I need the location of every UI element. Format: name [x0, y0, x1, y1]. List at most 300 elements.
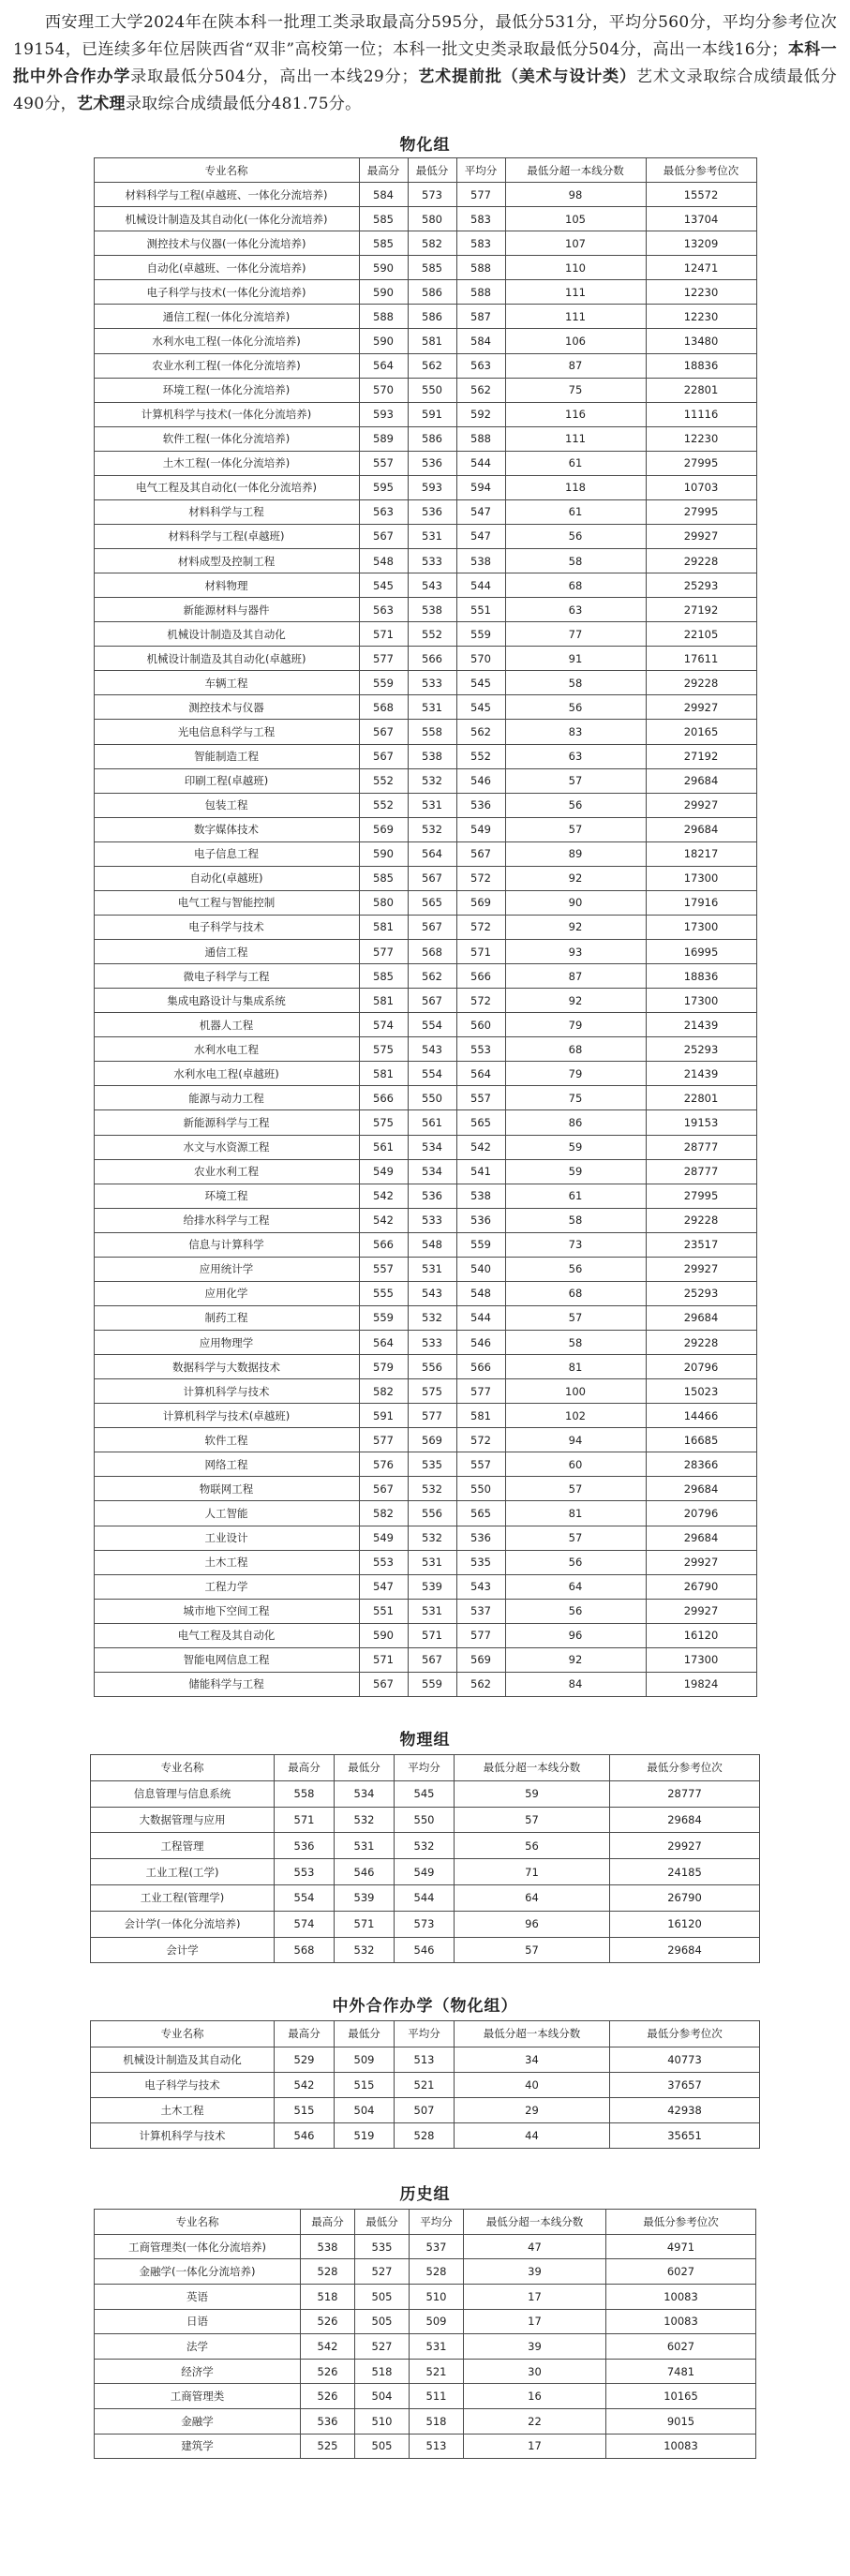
score-cell: 118	[505, 475, 646, 499]
score-cell: 577	[408, 1404, 456, 1428]
table-row	[91, 1911, 760, 1937]
score-cell: 29684	[646, 1526, 756, 1550]
score-cell: 10083	[606, 2285, 756, 2310]
major-name-cell: 金融学	[95, 2409, 301, 2435]
score-cell: 541	[456, 1159, 505, 1184]
score-cell: 58	[505, 549, 646, 573]
score-cell: 572	[456, 915, 505, 939]
score-cell: 13209	[646, 231, 756, 256]
score-cell: 543	[456, 1574, 505, 1599]
column-header: 最低分超一本线分数	[505, 158, 646, 183]
table-row	[94, 1452, 756, 1477]
table-row	[91, 1833, 760, 1859]
major-name-cell: 工业工程(管理学)	[91, 1884, 275, 1911]
major-name-cell: 机械设计制造及其自动化(一体化分流培养)	[94, 207, 359, 231]
table-row	[94, 866, 756, 890]
score-cell: 536	[408, 451, 456, 475]
score-cell: 39	[464, 2334, 606, 2360]
score-cell: 29927	[646, 793, 756, 817]
major-name-cell: 信息管理与信息系统	[91, 1780, 275, 1807]
score-cell: 22105	[646, 622, 756, 647]
score-cell: 83	[505, 720, 646, 744]
intro-highlight-art-batch: 艺术提前批（美术与设计类）	[417, 67, 636, 86]
major-name-cell: 环境工程(一体化分流培养)	[94, 378, 359, 402]
table-row	[94, 280, 756, 305]
score-cell: 557	[456, 1452, 505, 1477]
major-name-cell: 机械设计制造及其自动化	[94, 622, 359, 647]
score-cell: 538	[408, 598, 456, 622]
score-cell: 15023	[646, 1379, 756, 1404]
table-row	[91, 2123, 760, 2149]
table-row	[94, 647, 756, 671]
score-cell: 577	[456, 1623, 505, 1647]
score-cell: 552	[359, 793, 408, 817]
score-cell: 586	[408, 426, 456, 451]
score-cell: 566	[359, 1086, 408, 1110]
table-row	[95, 2409, 756, 2435]
score-cell: 532	[408, 1526, 456, 1550]
column-header: 专业名称	[91, 2021, 275, 2047]
score-cell: 567	[359, 524, 408, 548]
score-cell: 588	[359, 305, 408, 329]
score-cell: 91	[505, 647, 646, 671]
score-cell: 29684	[646, 817, 756, 841]
score-cell: 566	[408, 647, 456, 671]
score-cell: 546	[335, 1859, 395, 1885]
score-cell: 543	[408, 573, 456, 598]
score-cell: 570	[456, 647, 505, 671]
score-cell: 581	[456, 1404, 505, 1428]
score-cell: 47	[464, 2234, 606, 2259]
score-cell: 64	[455, 1884, 610, 1911]
score-cell: 584	[359, 183, 408, 207]
score-cell: 17300	[646, 989, 756, 1013]
score-cell: 537	[456, 1599, 505, 1623]
score-cell: 586	[408, 280, 456, 305]
score-cell: 61	[505, 1184, 646, 1208]
score-cell: 16120	[646, 1623, 756, 1647]
major-name-cell: 车辆工程	[94, 671, 359, 695]
column-header: 平均分	[395, 1754, 455, 1780]
score-cell: 536	[275, 1833, 335, 1859]
score-cell: 564	[359, 1331, 408, 1355]
score-cell: 111	[505, 426, 646, 451]
table-row	[94, 426, 756, 451]
table-row	[95, 2334, 756, 2360]
score-cell: 551	[456, 598, 505, 622]
score-cell: 566	[456, 964, 505, 989]
score-cell: 572	[456, 1428, 505, 1452]
major-name-cell: 工程管理	[91, 1833, 275, 1859]
major-name-cell: 储能科学与工程	[94, 1672, 359, 1696]
major-name-cell: 材料科学与工程	[94, 499, 359, 524]
score-cell: 27192	[646, 598, 756, 622]
score-cell: 532	[408, 817, 456, 841]
score-cell: 573	[395, 1911, 455, 1937]
score-cell: 577	[359, 1428, 408, 1452]
score-cell: 570	[359, 378, 408, 402]
table-row	[94, 329, 756, 353]
score-cell: 29228	[646, 671, 756, 695]
major-name-cell: 电子信息工程	[94, 841, 359, 866]
table-row	[94, 499, 756, 524]
score-cell: 79	[505, 1062, 646, 1086]
score-cell: 93	[505, 940, 646, 964]
score-cell: 29927	[646, 1550, 756, 1574]
major-name-cell: 能源与动力工程	[94, 1086, 359, 1110]
major-name-cell: 网络工程	[94, 1452, 359, 1477]
major-name-cell: 土木工程(一体化分流培养)	[94, 451, 359, 475]
score-cell: 595	[359, 475, 408, 499]
score-cell: 511	[410, 2384, 464, 2409]
score-cell: 17	[464, 2309, 606, 2334]
score-cell: 590	[359, 256, 408, 280]
score-cell: 569	[408, 1428, 456, 1452]
major-name-cell: 农业水利工程	[94, 1159, 359, 1184]
table-row	[94, 256, 756, 280]
score-cell: 111	[505, 280, 646, 305]
section-history	[0, 2181, 850, 2459]
major-name-cell: 工程力学	[94, 1574, 359, 1599]
score-cell: 576	[359, 1452, 408, 1477]
table-row	[95, 2259, 756, 2285]
score-cell: 568	[408, 940, 456, 964]
major-name-cell: 自动化(卓越班)	[94, 866, 359, 890]
score-cell: 535	[408, 1452, 456, 1477]
table-row	[94, 671, 756, 695]
score-cell: 77	[505, 622, 646, 647]
table-row	[94, 1257, 756, 1281]
score-cell: 585	[359, 231, 408, 256]
score-cell: 555	[359, 1281, 408, 1305]
admission-table	[94, 2209, 756, 2459]
score-cell: 56	[505, 1599, 646, 1623]
score-cell: 61	[505, 499, 646, 524]
score-cell: 577	[359, 647, 408, 671]
score-cell: 26790	[646, 1574, 756, 1599]
score-cell: 556	[408, 1355, 456, 1379]
score-cell: 526	[301, 2309, 355, 2334]
score-cell: 531	[410, 2334, 464, 2360]
score-cell: 544	[456, 1305, 505, 1330]
intro-text-2: 录取最低分504分，高出一本线29分；	[130, 67, 418, 86]
score-cell: 56	[505, 695, 646, 720]
score-cell: 569	[359, 817, 408, 841]
score-cell: 552	[408, 622, 456, 647]
score-cell: 563	[456, 353, 505, 378]
score-cell: 57	[505, 768, 646, 793]
major-name-cell: 水利水电工程(一体化分流培养)	[94, 329, 359, 353]
major-name-cell: 城市地下空间工程	[94, 1599, 359, 1623]
admission-table	[90, 2020, 760, 2149]
score-cell: 559	[456, 622, 505, 647]
table-row	[94, 1672, 756, 1696]
score-cell: 110	[505, 256, 646, 280]
score-cell: 12230	[646, 280, 756, 305]
score-cell: 20165	[646, 720, 756, 744]
score-cell: 29	[455, 2097, 610, 2122]
score-cell: 566	[456, 1355, 505, 1379]
header-row	[91, 2021, 760, 2047]
score-cell: 533	[408, 1331, 456, 1355]
score-cell: 29228	[646, 1331, 756, 1355]
major-name-cell: 微电子科学与工程	[94, 964, 359, 989]
major-name-cell: 印刷工程(卓越班)	[94, 768, 359, 793]
intro-highlight-art-science: 艺术理	[76, 95, 126, 113]
table-row	[94, 940, 756, 964]
score-cell: 519	[335, 2123, 395, 2149]
column-header: 最高分	[275, 2021, 335, 2047]
score-cell: 526	[301, 2384, 355, 2409]
major-name-cell: 会计学	[91, 1937, 275, 1963]
score-cell: 17611	[646, 647, 756, 671]
table-row	[91, 2047, 760, 2072]
score-cell: 590	[359, 329, 408, 353]
score-cell: 86	[505, 1110, 646, 1135]
major-name-cell: 水利水电工程(卓越班)	[94, 1062, 359, 1086]
score-cell: 556	[408, 1501, 456, 1526]
score-cell: 542	[301, 2334, 355, 2360]
table-row	[94, 793, 756, 817]
score-cell: 536	[456, 1208, 505, 1232]
score-cell: 553	[275, 1859, 335, 1885]
major-name-cell: 材料物理	[94, 573, 359, 598]
score-cell: 590	[359, 841, 408, 866]
score-cell: 57	[505, 817, 646, 841]
score-cell: 56	[505, 1257, 646, 1281]
table-row	[94, 890, 756, 915]
score-cell: 591	[408, 402, 456, 426]
table-row	[94, 1574, 756, 1599]
score-cell: 56	[455, 1833, 610, 1859]
intro-text-4: 录取综合成绩最低分481.75分。	[125, 95, 362, 113]
score-cell: 63	[505, 744, 646, 768]
score-cell: 528	[410, 2259, 464, 2285]
table-row	[94, 378, 756, 402]
score-cell: 13704	[646, 207, 756, 231]
score-cell: 580	[408, 207, 456, 231]
score-cell: 546	[456, 768, 505, 793]
score-cell: 22	[464, 2409, 606, 2435]
score-cell: 565	[408, 890, 456, 915]
major-name-cell: 会计学(一体化分流培养)	[91, 1911, 275, 1937]
score-cell: 559	[359, 671, 408, 695]
score-cell: 58	[505, 671, 646, 695]
major-name-cell: 建筑学	[95, 2434, 301, 2459]
score-cell: 84	[505, 1672, 646, 1696]
table-row	[94, 183, 756, 207]
score-cell: 16995	[646, 940, 756, 964]
score-cell: 71	[455, 1859, 610, 1885]
major-name-cell: 自动化(卓越班、一体化分流培养)	[94, 256, 359, 280]
score-cell: 27995	[646, 1184, 756, 1208]
score-cell: 92	[505, 989, 646, 1013]
score-cell: 554	[408, 1013, 456, 1037]
major-name-cell: 日语	[95, 2309, 301, 2334]
section-physics	[0, 1726, 850, 1963]
score-cell: 12471	[646, 256, 756, 280]
table-row	[94, 1647, 756, 1672]
major-name-cell: 工商管理类	[95, 2384, 301, 2409]
column-header: 平均分	[410, 2210, 464, 2235]
score-cell: 581	[359, 915, 408, 939]
score-cell: 19153	[646, 1110, 756, 1135]
table-row	[94, 1086, 756, 1110]
score-cell: 581	[408, 329, 456, 353]
score-cell: 13480	[646, 329, 756, 353]
score-cell: 565	[456, 1110, 505, 1135]
header-row	[91, 1754, 760, 1780]
score-cell: 17300	[646, 915, 756, 939]
score-cell: 567	[408, 1647, 456, 1672]
major-name-cell: 机械设计制造及其自动化(卓越班)	[94, 647, 359, 671]
score-cell: 562	[456, 378, 505, 402]
column-header: 最低分	[355, 2210, 410, 2235]
score-cell: 18836	[646, 353, 756, 378]
major-name-cell: 工商管理类(一体化分流培养)	[95, 2234, 301, 2259]
table-row	[94, 1379, 756, 1404]
major-name-cell: 应用物理学	[94, 1331, 359, 1355]
score-cell: 582	[408, 231, 456, 256]
score-cell: 59	[455, 1780, 610, 1807]
score-cell: 588	[456, 280, 505, 305]
score-cell: 581	[359, 1062, 408, 1086]
score-cell: 549	[359, 1159, 408, 1184]
score-cell: 27192	[646, 744, 756, 768]
score-cell: 569	[456, 1647, 505, 1672]
score-cell: 12230	[646, 426, 756, 451]
score-cell: 75	[505, 1086, 646, 1110]
score-cell: 575	[408, 1379, 456, 1404]
score-cell: 585	[359, 964, 408, 989]
table-row	[94, 989, 756, 1013]
table-row	[94, 817, 756, 841]
score-cell: 546	[275, 2123, 335, 2149]
score-cell: 584	[456, 329, 505, 353]
major-name-cell: 人工智能	[94, 1501, 359, 1526]
table-row	[95, 2359, 756, 2384]
score-cell: 87	[505, 353, 646, 378]
score-cell: 59	[505, 1135, 646, 1159]
table-row	[94, 1331, 756, 1355]
score-cell: 96	[455, 1911, 610, 1937]
score-cell: 22801	[646, 1086, 756, 1110]
table-row	[94, 451, 756, 475]
score-cell: 536	[456, 793, 505, 817]
score-cell: 566	[359, 1232, 408, 1257]
score-cell: 561	[408, 1110, 456, 1135]
score-cell: 20796	[646, 1501, 756, 1526]
score-cell: 552	[359, 768, 408, 793]
major-name-cell: 通信工程	[94, 940, 359, 964]
score-cell: 561	[359, 1135, 408, 1159]
score-cell: 61	[505, 451, 646, 475]
score-cell: 29684	[646, 768, 756, 793]
major-name-cell: 法学	[95, 2334, 301, 2360]
header-row	[94, 158, 756, 183]
score-cell: 567	[408, 915, 456, 939]
score-cell: 543	[408, 1037, 456, 1062]
score-cell: 591	[359, 1404, 408, 1428]
score-cell: 582	[359, 1379, 408, 1404]
table-row	[94, 1135, 756, 1159]
major-name-cell: 数字媒体技术	[94, 817, 359, 841]
score-cell: 532	[408, 768, 456, 793]
major-name-cell: 机械设计制造及其自动化	[91, 2047, 275, 2072]
score-cell: 539	[335, 1884, 395, 1911]
major-name-cell: 材料成型及控制工程	[94, 549, 359, 573]
column-header: 平均分	[456, 158, 505, 183]
table-row	[94, 1404, 756, 1428]
score-cell: 18217	[646, 841, 756, 866]
score-cell: 22801	[646, 378, 756, 402]
major-name-cell: 电气工程与智能控制	[94, 890, 359, 915]
score-cell: 567	[359, 720, 408, 744]
score-cell: 547	[456, 524, 505, 548]
score-cell: 544	[395, 1884, 455, 1911]
score-cell: 24185	[610, 1859, 760, 1885]
score-cell: 536	[456, 1526, 505, 1550]
score-cell: 9015	[606, 2409, 756, 2435]
score-cell: 571	[335, 1911, 395, 1937]
score-cell: 509	[335, 2047, 395, 2072]
major-name-cell: 工业工程(工学)	[91, 1859, 275, 1885]
score-cell: 551	[359, 1599, 408, 1623]
score-cell: 553	[456, 1037, 505, 1062]
score-cell: 10083	[606, 2309, 756, 2334]
intro-paragraph	[13, 9, 837, 118]
score-cell: 552	[456, 744, 505, 768]
score-cell: 549	[359, 1526, 408, 1550]
score-cell: 16	[464, 2384, 606, 2409]
score-cell: 538	[408, 744, 456, 768]
score-cell: 28777	[646, 1135, 756, 1159]
major-name-cell: 应用化学	[94, 1281, 359, 1305]
score-cell: 545	[359, 573, 408, 598]
score-cell: 57	[505, 1305, 646, 1330]
table-row	[94, 1232, 756, 1257]
score-cell: 29684	[610, 1937, 760, 1963]
score-cell: 35651	[610, 2123, 760, 2149]
score-cell: 29228	[646, 549, 756, 573]
score-cell: 557	[359, 1257, 408, 1281]
score-cell: 504	[335, 2097, 395, 2122]
score-cell: 531	[408, 695, 456, 720]
table-row	[94, 915, 756, 939]
score-cell: 63	[505, 598, 646, 622]
table-row	[94, 573, 756, 598]
score-cell: 531	[408, 793, 456, 817]
score-cell: 6027	[606, 2259, 756, 2285]
score-cell: 505	[355, 2434, 410, 2459]
major-name-cell: 电子科学与技术(一体化分流培养)	[94, 280, 359, 305]
score-cell: 27995	[646, 499, 756, 524]
score-cell: 583	[456, 207, 505, 231]
major-name-cell: 环境工程	[94, 1184, 359, 1208]
major-name-cell: 物联网工程	[94, 1477, 359, 1501]
score-cell: 550	[456, 1477, 505, 1501]
score-cell: 548	[408, 1232, 456, 1257]
column-header: 最低分参考位次	[610, 1754, 760, 1780]
score-cell: 527	[355, 2259, 410, 2285]
score-cell: 545	[456, 671, 505, 695]
table-row	[94, 744, 756, 768]
score-cell: 528	[301, 2259, 355, 2285]
score-cell: 17300	[646, 866, 756, 890]
score-cell: 29684	[646, 1305, 756, 1330]
score-cell: 28777	[646, 1159, 756, 1184]
score-cell: 16120	[610, 1911, 760, 1937]
